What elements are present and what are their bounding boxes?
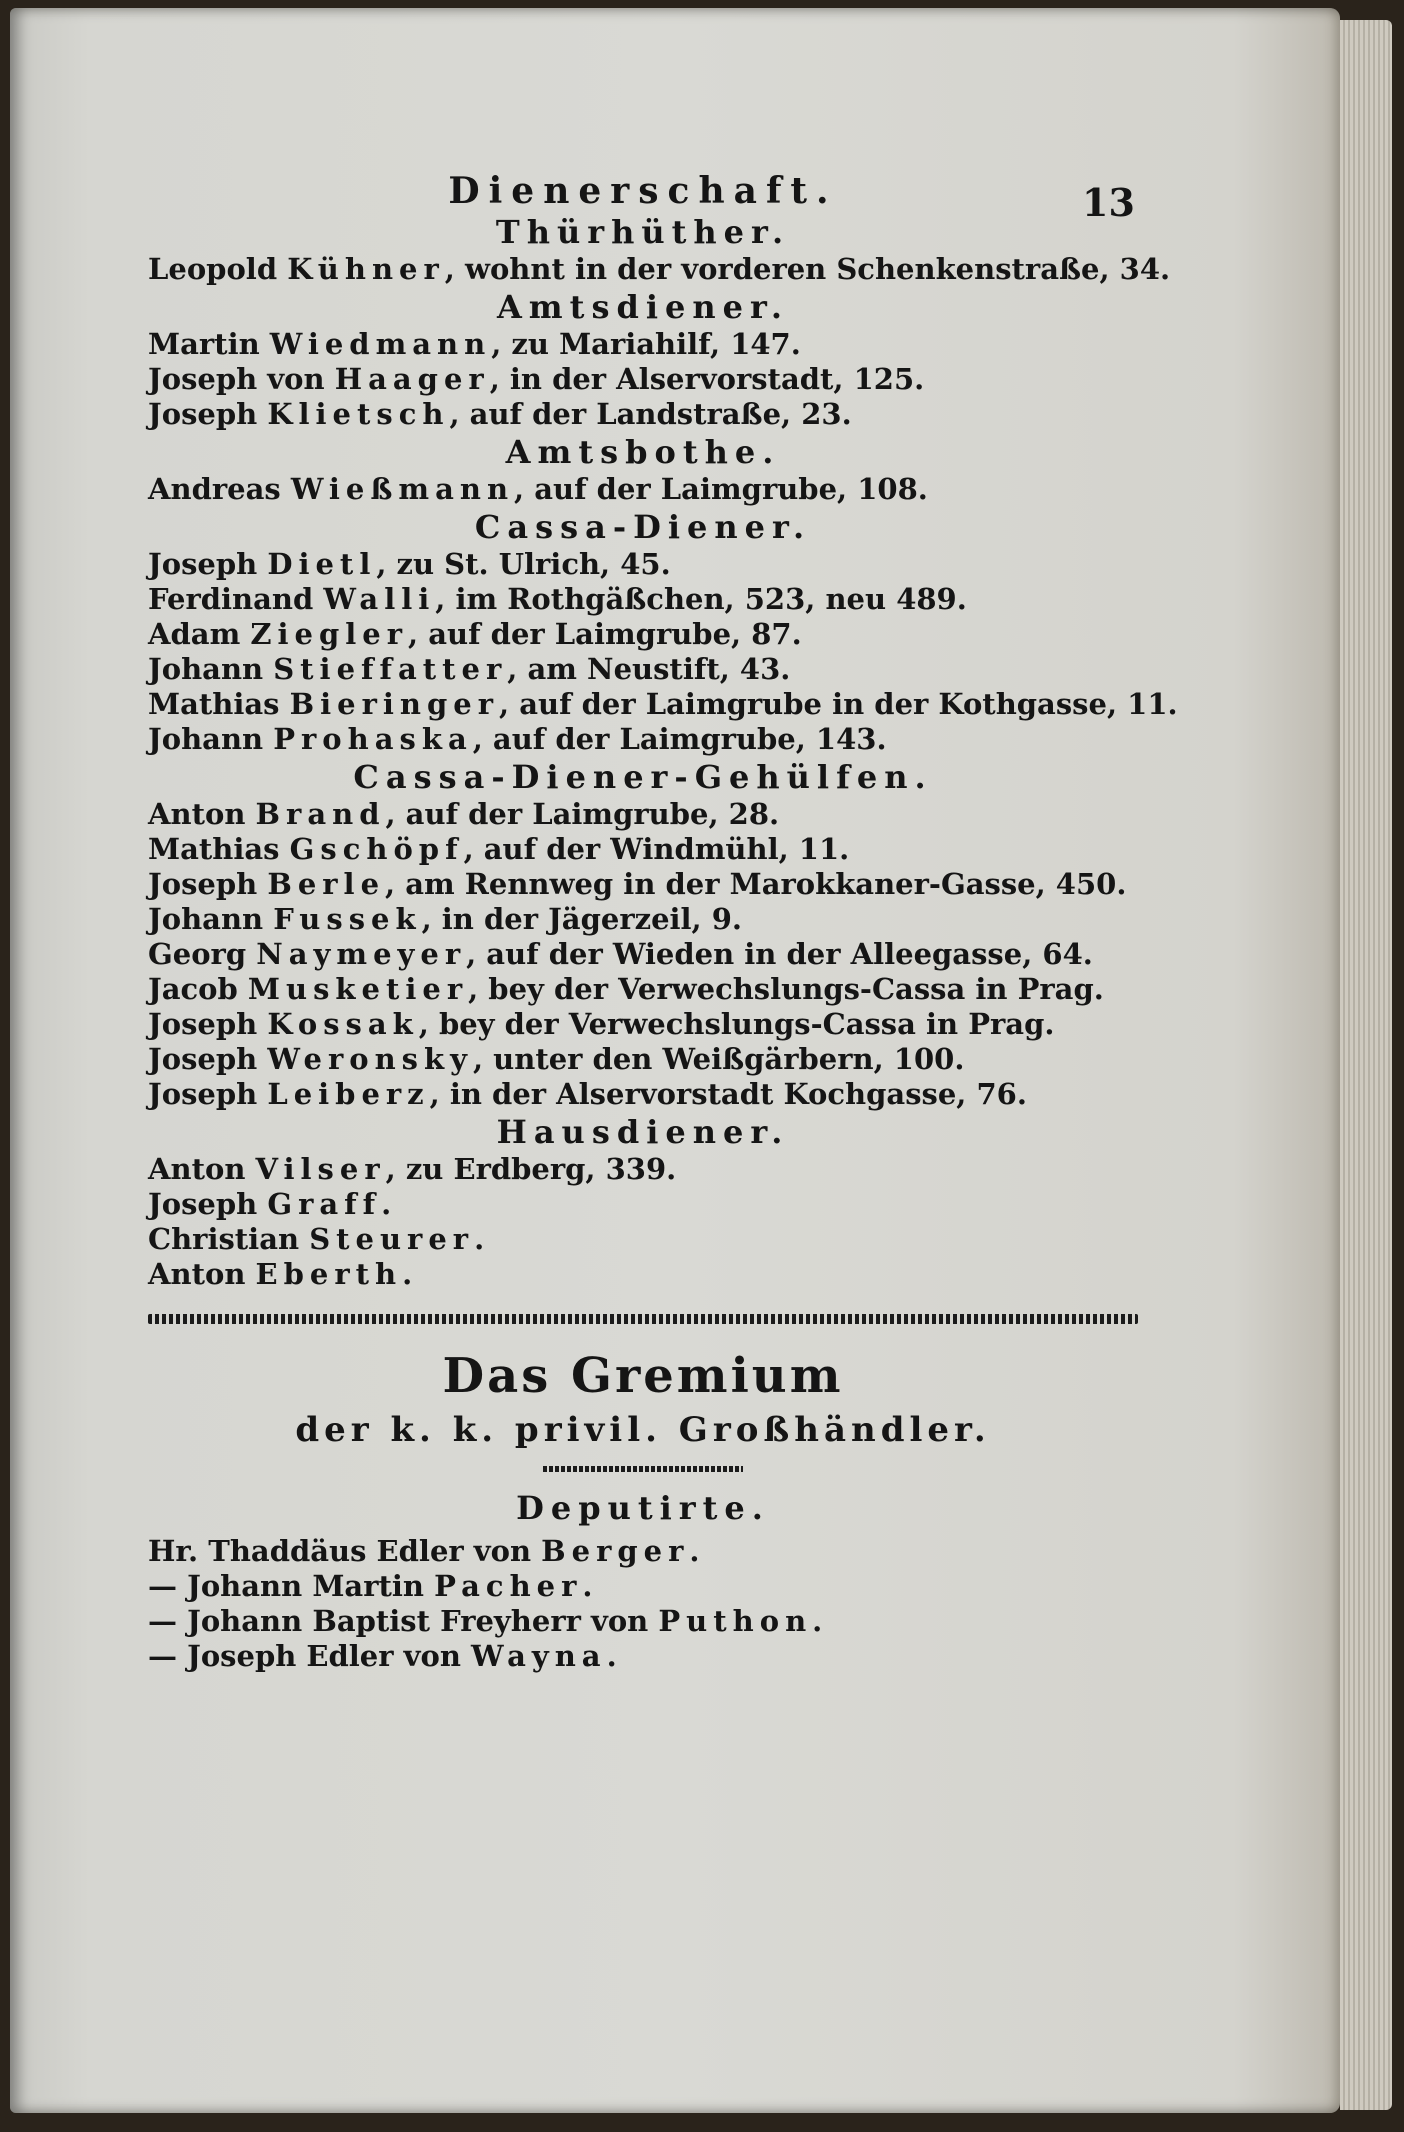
address: , in der Jägerzeil, 9. bbox=[421, 902, 743, 936]
given-name: Joseph bbox=[148, 1007, 258, 1041]
list-item bbox=[148, 722, 1138, 757]
heading-thuerhueter: Thürhüther. bbox=[495, 213, 791, 251]
list-amtsdiener bbox=[148, 327, 1138, 432]
list-cassa-diener-gehuelfen bbox=[148, 797, 1138, 1112]
address: , auf der Windmühl, 11. bbox=[463, 832, 850, 866]
list-item bbox=[148, 1187, 1138, 1222]
given-name: Martin bbox=[148, 327, 260, 361]
given-name: Mathias bbox=[148, 687, 280, 721]
list-item bbox=[148, 1604, 1138, 1639]
short-ornamental-rule bbox=[543, 1466, 743, 1472]
given-name: Georg bbox=[148, 937, 247, 971]
given-name: Adam bbox=[148, 617, 241, 651]
surname: Brand bbox=[255, 797, 386, 831]
list-item bbox=[148, 582, 1138, 617]
deputirte-prefix: Hr. bbox=[148, 1534, 199, 1568]
deputirte-surname: Berger bbox=[541, 1534, 690, 1568]
page-content bbox=[148, 170, 1178, 1674]
address: , unter den Weißgärbern, 100. bbox=[472, 1042, 965, 1076]
address: . bbox=[381, 1187, 392, 1221]
surname: Steurer bbox=[309, 1222, 475, 1256]
list-item bbox=[148, 832, 1138, 867]
address: , im Rothgäßchen, 523, neu 489. bbox=[435, 582, 967, 616]
list-amtsbothe bbox=[148, 472, 1138, 507]
given-name: Joseph von bbox=[148, 362, 325, 396]
surname: Prohaska bbox=[273, 722, 473, 756]
surname: Kossak bbox=[267, 1007, 419, 1041]
address: , bey der Verwechslungs-Cassa in Prag. bbox=[468, 972, 1104, 1006]
list-item bbox=[148, 1077, 1138, 1112]
deputirte-end: . bbox=[689, 1534, 700, 1568]
surname: Vilser bbox=[255, 1152, 386, 1186]
address: . bbox=[402, 1257, 413, 1291]
address: , zu Mariahilf, 147. bbox=[491, 327, 801, 361]
surname: Haager bbox=[334, 362, 490, 396]
list-item bbox=[148, 867, 1138, 902]
list-item bbox=[148, 1569, 1138, 1604]
address: , auf der Laimgrube, 108. bbox=[514, 472, 928, 506]
surname: Klietsch bbox=[267, 397, 450, 431]
deputirte-prefix: — bbox=[148, 1639, 177, 1673]
list-item bbox=[148, 937, 1138, 972]
address: , auf der Landstraße, 23. bbox=[449, 397, 852, 431]
given-name: Johann bbox=[148, 902, 264, 936]
address: , auf der Laimgrube, 28. bbox=[385, 797, 780, 831]
heading-dienerschaft: Dienerschaft. bbox=[448, 170, 838, 212]
deputirte-surname: Pacher bbox=[434, 1569, 583, 1603]
deputirte-end: . bbox=[606, 1639, 617, 1673]
surname: Fussek bbox=[273, 902, 422, 936]
given-name: Jacob bbox=[148, 972, 238, 1006]
list-item bbox=[148, 1007, 1138, 1042]
address: , auf der Wieden in der Alleegasse, 64. bbox=[466, 937, 1093, 971]
given-name: Ferdinand bbox=[148, 582, 314, 616]
address: , auf der Laimgrube in der Kothgasse, 11. bbox=[499, 687, 1178, 721]
heading-amtsdiener: Amtsdiener. bbox=[496, 288, 790, 326]
list-item bbox=[148, 362, 1138, 397]
given-name: Mathias bbox=[148, 832, 280, 866]
given-name: Joseph bbox=[148, 1187, 258, 1221]
heading-hausdiener: Hausdiener. bbox=[496, 1113, 790, 1151]
deputirte-end: . bbox=[582, 1569, 593, 1603]
list-item bbox=[148, 617, 1138, 652]
deputirte-end: . bbox=[812, 1604, 823, 1638]
deputirte-name: Joseph Edler von bbox=[187, 1639, 461, 1673]
given-name: Andreas bbox=[148, 472, 281, 506]
deputirte-name: Thaddäus Edler von bbox=[208, 1534, 532, 1568]
address: , in der Alservorstadt Kochgasse, 76. bbox=[429, 1077, 1027, 1111]
surname: Musketier bbox=[247, 972, 469, 1006]
list-item bbox=[148, 1639, 1138, 1674]
given-name: Anton bbox=[148, 1152, 246, 1186]
page-number: 13 bbox=[1082, 180, 1135, 225]
list-item bbox=[148, 1152, 1138, 1187]
surname: Stieffatter bbox=[273, 652, 508, 686]
surname: Graff bbox=[267, 1187, 382, 1221]
given-name: Anton bbox=[148, 797, 246, 831]
list-item bbox=[148, 652, 1138, 687]
list-item bbox=[148, 797, 1138, 832]
surname: Gschöpf bbox=[289, 832, 464, 866]
surname: Bieringer bbox=[289, 687, 499, 721]
list-item bbox=[148, 252, 1171, 287]
surname: Naymeyer bbox=[256, 937, 467, 971]
address: , auf der Laimgrube, 143. bbox=[472, 722, 887, 756]
given-name: Joseph bbox=[148, 867, 258, 901]
gremium-title: Das Gremium bbox=[442, 1348, 844, 1404]
list-item bbox=[148, 972, 1138, 1007]
deputirte-name: Johann Martin bbox=[187, 1569, 424, 1603]
surname: Walli bbox=[323, 582, 436, 616]
list-deputirte bbox=[148, 1534, 1138, 1674]
given-name: Joseph bbox=[148, 547, 258, 581]
list-item bbox=[148, 687, 1178, 722]
list-item bbox=[148, 472, 1138, 507]
given-name: Johann bbox=[148, 722, 264, 756]
address: , wohnt in der vorderen Schenkenstraße, 34. bbox=[444, 252, 1171, 286]
heading-cassa-diener: Cassa-Diener. bbox=[474, 508, 812, 546]
page-edges bbox=[1340, 20, 1392, 2110]
deputirte-surname: Puthon bbox=[658, 1604, 813, 1638]
surname: Dietl bbox=[267, 547, 377, 581]
list-item bbox=[148, 547, 1138, 582]
heading-cassa-diener-gehuelfen: Cassa-Diener-Gehülfen. bbox=[353, 758, 933, 796]
given-name: Johann bbox=[148, 652, 264, 686]
surname: Kühner bbox=[287, 252, 445, 286]
deputirte-prefix: — bbox=[148, 1604, 177, 1638]
address: , zu Erdberg, 339. bbox=[385, 1152, 677, 1186]
surname: Eberth bbox=[255, 1257, 403, 1291]
given-name: Joseph bbox=[148, 397, 258, 431]
list-item bbox=[148, 1534, 1138, 1569]
address: , auf der Laimgrube, 87. bbox=[408, 617, 802, 651]
address: , zu St. Ulrich, 45. bbox=[376, 547, 671, 581]
list-item bbox=[148, 397, 1138, 432]
heading-amtsbothe: Amtsbothe. bbox=[505, 433, 781, 471]
given-name: Joseph bbox=[148, 1077, 258, 1111]
gremium-subtitle: der k. k. privil. Großhändler. bbox=[295, 1410, 991, 1450]
list-hausdiener bbox=[148, 1152, 1138, 1292]
deputirte-prefix: — bbox=[148, 1569, 177, 1603]
address: . bbox=[474, 1222, 485, 1256]
address: , am Neustift, 43. bbox=[507, 652, 791, 686]
address: , am Rennweg in der Marokkaner-Gasse, 450. bbox=[385, 867, 1127, 901]
list-item bbox=[148, 902, 1138, 937]
list-item bbox=[148, 1042, 1138, 1077]
ornamental-rule bbox=[148, 1314, 1138, 1324]
given-name: Leopold bbox=[148, 252, 278, 286]
list-item bbox=[148, 327, 1138, 362]
surname: Leiberz bbox=[267, 1077, 430, 1111]
deputirte-name: Johann Baptist Freyherr von bbox=[187, 1604, 649, 1638]
address: , in der Alservorstadt, 125. bbox=[489, 362, 925, 396]
given-name: Joseph bbox=[148, 1042, 258, 1076]
heading-deputirte: Deputirte. bbox=[516, 1489, 770, 1527]
address: , bey der Verwechslungs-Cassa in Prag. bbox=[418, 1007, 1055, 1041]
list-item bbox=[148, 1222, 1138, 1257]
surname: Wießmann bbox=[290, 472, 515, 506]
list-cassa-diener bbox=[148, 547, 1178, 757]
surname: Ziegler bbox=[250, 617, 409, 651]
given-name: Anton bbox=[148, 1257, 246, 1291]
surname: Wiedmann bbox=[269, 327, 492, 361]
surname: Berle bbox=[267, 867, 386, 901]
list-thuerhueter bbox=[148, 252, 1171, 287]
surname: Weronsky bbox=[267, 1042, 473, 1076]
list-item bbox=[148, 1257, 1138, 1292]
given-name: Christian bbox=[148, 1222, 300, 1256]
deputirte-surname: Wayna bbox=[471, 1639, 607, 1673]
